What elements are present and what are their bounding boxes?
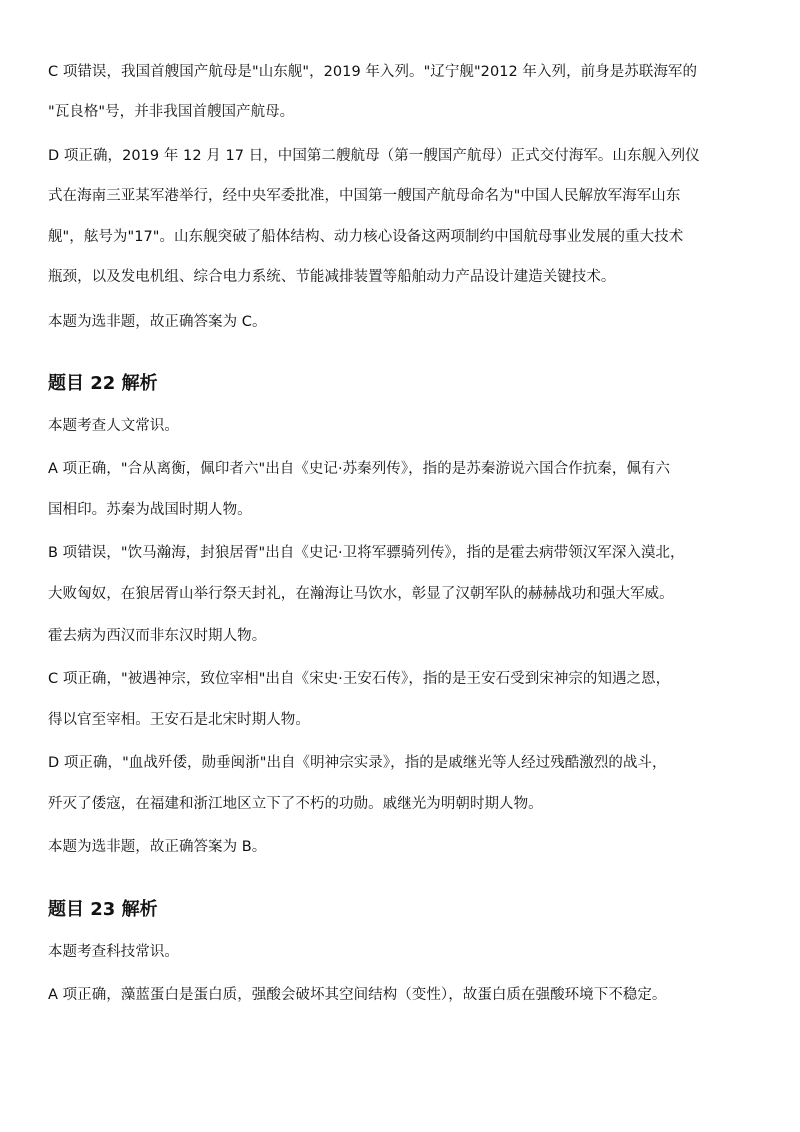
text-line: D 项正确，"血战歼倭，勋垂闽浙"出自《明神宗实录》，指的是戚继光等人经过残酷激烈的战斗， (48, 755, 667, 771)
text-line: D 项正确，2019 年 12 月 17 日，中国第二艘航母（第一艘国产航母）正式交付海军。山东舰入列仪 (48, 148, 700, 164)
text-line: 本题考查人文常识。 (48, 418, 179, 434)
text-line: 歼灭了倭寇，在福建和浙江地区立下了不朽的功勋。戚继光为明朝时期人物。 (48, 796, 543, 812)
text-line: C 项错误，我国首艘国产航母是"山东舰"，2019 年入列。"辽宁舰"2012 年入列，前身是苏联海军的 (48, 64, 698, 80)
text-line: A 项正确，"合从离衡，佩印者六"出自《史记·苏秦列传》，指的是苏秦游说六国合作抗秦，佩有六 (48, 461, 671, 477)
text-line: 国相印。苏秦为战国时期人物。 (48, 502, 252, 518)
text-line: 式在海南三亚某军港举行，经中央军委批准，中国第一艘国产航母命名为"中国人民解放军海军山东 (48, 188, 681, 204)
text-line: 霍去病为西汉而非东汉时期人物。 (48, 628, 267, 644)
text-line: 舰"，舷号为"17"。山东舰突破了船体结构、动力核心设备这两项制约中国航母事业发展的重大技术 (48, 229, 684, 245)
text-line: "瓦良格"号，并非我国首艘国产航母。 (48, 104, 295, 120)
answer-line: 本题为选非题，故正确答案为 B。 (48, 839, 267, 855)
text-line: 本题考查科技常识。 (48, 944, 179, 960)
text-line: 瓶颈，以及发电机组、综合电力系统、节能减排装置等船舶动力产品设计建造关键技术。 (48, 269, 616, 285)
text-line: 得以官至宰相。王安石是北宋时期人物。 (48, 712, 310, 728)
text-line: 大败匈奴，在狼居胥山举行祭天封礼，在瀚海让马饮水，彰显了汉朝军队的赫赫战功和强大军威。 (48, 586, 674, 602)
text-line: A 项正确，藻蓝蛋白是蛋白质，强酸会破坏其空间结构（变性），故蛋白质在强酸环境下不稳定。 (48, 987, 667, 1003)
text-line: C 项正确，"被遇神宗，致位宰相"出自《宋史·王安石传》，指的是王安石受到宋神宗的知遇之恩， (48, 671, 671, 687)
section-heading-22: 题目 22 解析 (48, 373, 158, 394)
answer-line: 本题为选非题，故正确答案为 C。 (48, 314, 267, 330)
section-heading-23: 题目 23 解析 (48, 899, 158, 920)
text-line: B 项错误，"饮马瀚海，封狼居胥"出自《史记·卫将军骠骑列传》，指的是霍去病带领汉军深入漠北， (48, 545, 685, 561)
